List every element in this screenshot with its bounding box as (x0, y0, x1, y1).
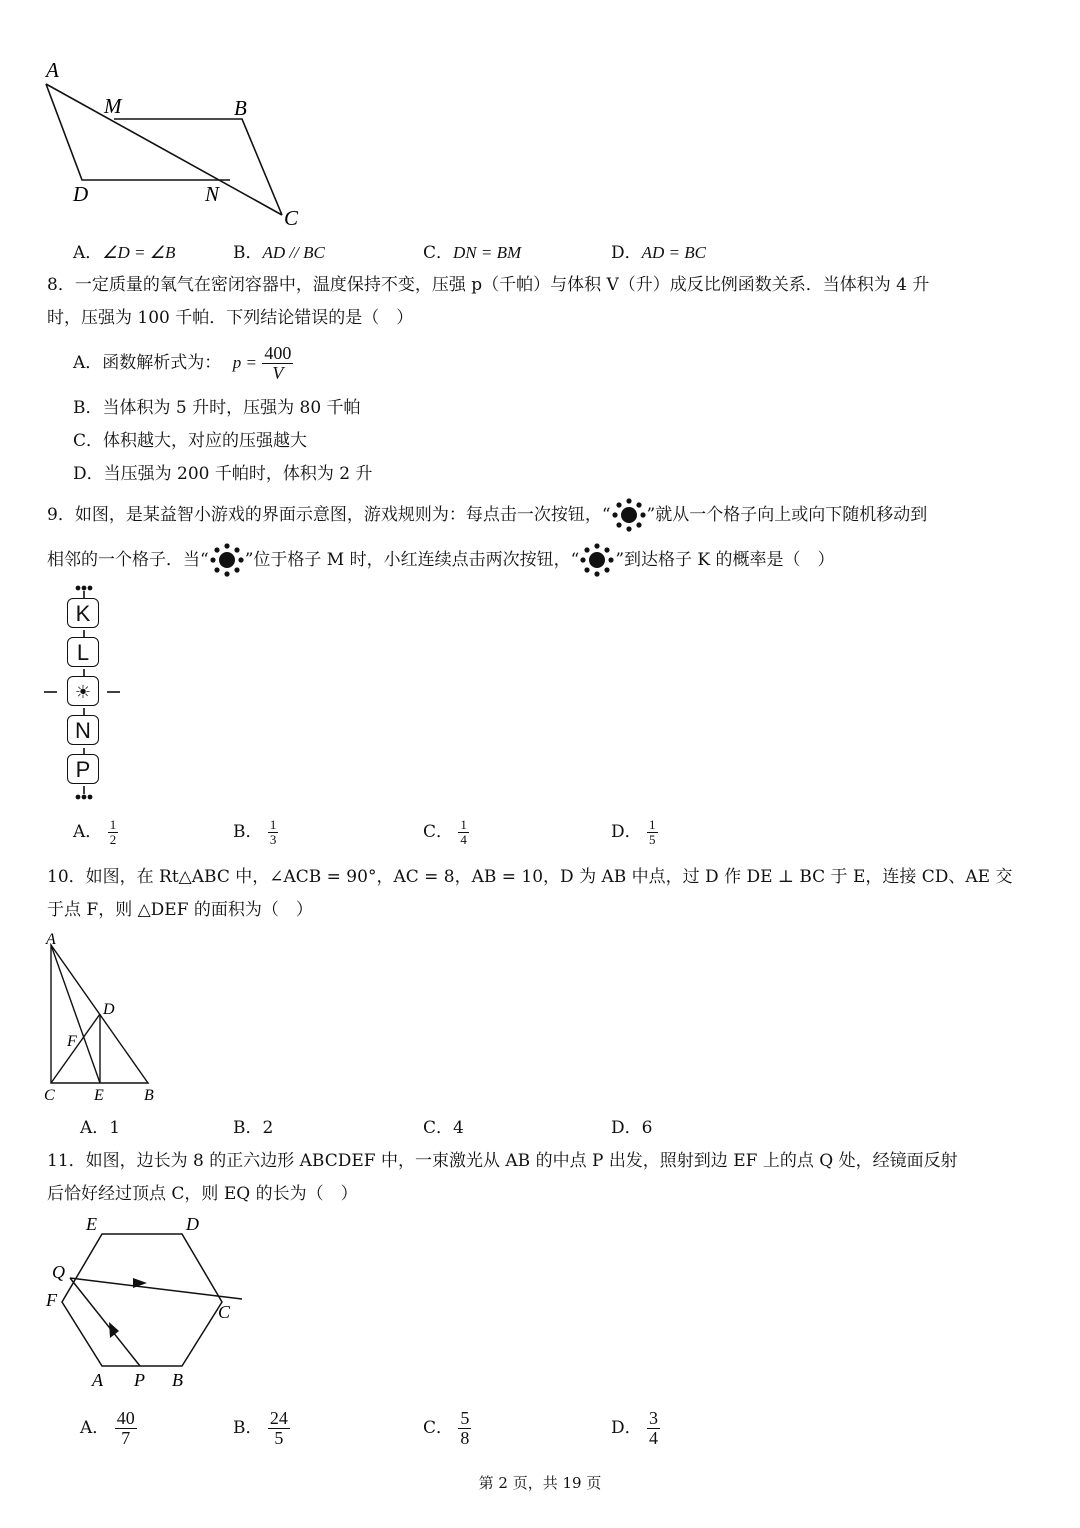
q9-line1: 9．如图，是某益智小游戏的界面示意图，游戏规则为：每点击一次按钮，“ ”就从一个格子向上或向下随机移动到 (47, 504, 927, 527)
grid-cell-l: L (67, 637, 99, 667)
grid-cell-m-sun-icon: ☀ (67, 676, 99, 706)
q11-label-C: C (218, 1302, 231, 1322)
q10-label-B: B (144, 1087, 154, 1104)
q7-label-D: D (73, 182, 89, 206)
q7-option-b[interactable]: B．AD // BC (233, 243, 325, 263)
q7-parallelogram-figure (40, 55, 310, 235)
q11-label-Q: Q (52, 1262, 65, 1282)
q10-option-b[interactable]: B．2 (233, 1118, 274, 1138)
q10-label-D: D (103, 1001, 115, 1018)
q11-option-a[interactable]: A． $\frac{40}{7}$ (80, 1408, 135, 1448)
q11-line1: 11．如图，边长为 8 的正六边形 ABCDEF 中，一束激光从 AB 的中点 P 出发，照射到边 EF 上的点 Q 处，经镜面反射 (47, 1151, 958, 1171)
q10-label-E: E (94, 1087, 104, 1104)
grid-cell-p: P (67, 754, 99, 784)
q10-line1: 10．如图，在 Rt△ABC 中，∠ACB = 90°，AC = 8，AB = 10，D 为 AB 中点，过 D 作 DE ⊥ BC 于 E，连接 CD、AE 交 (47, 867, 1013, 887)
q11-label-D: D (186, 1214, 199, 1234)
q11-hexagon-figure (40, 1210, 255, 1395)
q9-option-d[interactable]: D． $\frac{1}{5}$ (611, 817, 656, 847)
q10-label-C: C (44, 1087, 55, 1104)
grid-cell-k: K (67, 598, 99, 628)
q9-option-c[interactable]: C． $\frac{1}{4}$ (423, 817, 467, 847)
sun-button-icon (209, 550, 245, 572)
q8-fraction: $\frac{400}{V}$ (264, 343, 292, 383)
q7-label-C: C (284, 206, 299, 230)
q8-option-a[interactable]: A．函数解析式为： p = $\frac{400}{V}$ (73, 343, 292, 383)
sun-button-icon (579, 550, 615, 572)
q8-option-d[interactable]: D．当压强为 200 千帕时，体积为 2 升 (73, 464, 373, 484)
q11-label-F: F (46, 1290, 57, 1310)
q7-label-B: B (234, 96, 247, 120)
grid-cell-n: N (67, 715, 99, 745)
q11-option-d[interactable]: D． $\frac{3}{4}$ (611, 1408, 659, 1448)
q10-triangle-figure (40, 928, 170, 1106)
q10-option-d[interactable]: D．6 (611, 1118, 653, 1138)
q9-option-a[interactable]: A． $\frac{1}{2}$ (73, 817, 117, 847)
q10-label-F: F (67, 1033, 77, 1050)
q8-option-b[interactable]: B．当体积为 5 升时，压强为 80 千帕 (73, 398, 361, 418)
q8-line1: 8．一定质量的氧气在密闭容器中，温度保持不变，压强 p（千帕）与体积 V（升）成反比例函数关系．当体积为 4 升 (47, 275, 930, 295)
q9-option-b[interactable]: B． $\frac{1}{3}$ (233, 817, 277, 847)
q7-option-c[interactable]: C．DN = BM (423, 243, 522, 263)
q11-option-b[interactable]: B． $\frac{24}{5}$ (233, 1408, 288, 1448)
q11-line2: 后恰好经过顶点 C，则 EQ 的长为（ ） (47, 1184, 358, 1204)
q7-label-M: M (104, 94, 122, 118)
q11-label-P: P (134, 1370, 145, 1390)
q10-line2: 于点 F，则 △DEF 的面积为（ ） (47, 900, 313, 920)
q8-option-c[interactable]: C．体积越大，对应的压强越大 (73, 431, 308, 451)
q8-line2: 时，压强为 100 千帕．下列结论错误的是（ ） (47, 308, 414, 328)
q10-label-A: A (46, 931, 56, 948)
q7-option-d[interactable]: D．AD = BC (611, 243, 706, 263)
sun-button-icon (611, 505, 647, 527)
q9-line2: 相邻的一个格子．当“ ”位于格子 M 时，小红连续点击两次按钮，“ ”到达格子 K 的概率是（ ） (47, 549, 835, 572)
q10-option-c[interactable]: C．4 (423, 1118, 464, 1138)
q11-label-A: A (92, 1370, 103, 1390)
q7-option-a[interactable]: A．∠D = ∠B (73, 243, 176, 263)
q7-label-N: N (205, 182, 220, 206)
q11-option-c[interactable]: C． $\frac{5}{8}$ (423, 1408, 470, 1448)
page-footer: 第 2 页，共 19 页 (478, 1474, 602, 1492)
q7-label-A: A (46, 58, 59, 82)
q11-label-E: E (86, 1214, 97, 1234)
q10-option-a[interactable]: A．1 (80, 1118, 121, 1138)
q11-label-B: B (172, 1370, 183, 1390)
